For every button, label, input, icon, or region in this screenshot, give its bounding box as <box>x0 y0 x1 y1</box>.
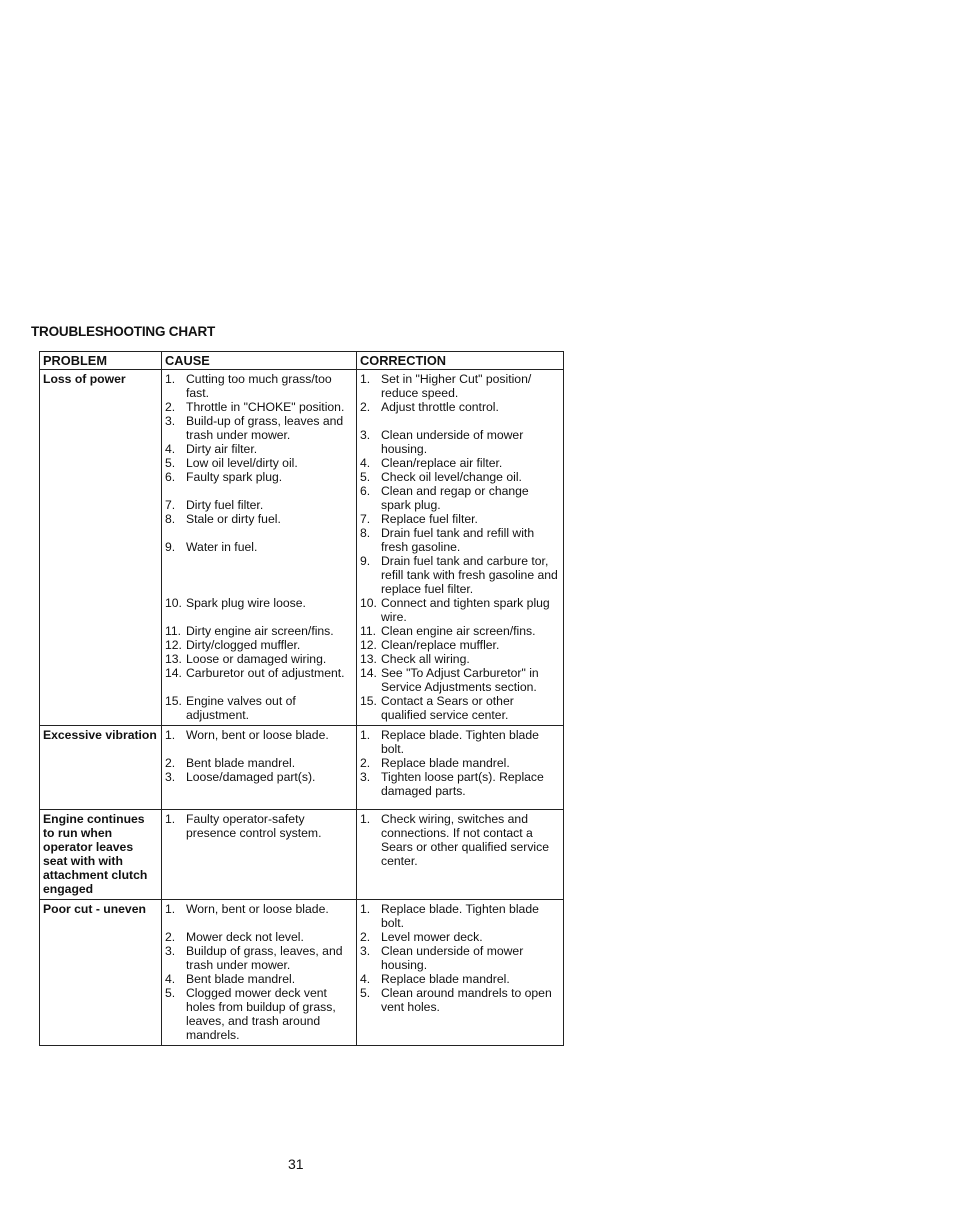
list-item: 9. Water in fuel. <box>165 540 258 554</box>
list-item: 1. Cutting too much grass/too fast. <box>165 372 332 400</box>
table-header-row <box>40 352 564 370</box>
table-row <box>40 900 564 1046</box>
list-item: 2. Mower deck not level. <box>165 930 304 944</box>
list-item: 1. Faulty operator-safety presence control system. <box>165 812 322 840</box>
list-item: 7. Dirty fuel filter. <box>165 498 264 512</box>
list-item: 2. Replace blade mandrel. <box>360 756 510 770</box>
list-item: 13. Loose or damaged wiring. <box>165 652 327 666</box>
list-item: 2. Bent blade mandrel. <box>165 756 296 770</box>
troubleshooting-table <box>39 351 564 1046</box>
list-item: 9. Drain fuel tank and carbure tor, refill tank with fresh gasoline and replace fuel filter. <box>360 554 558 596</box>
problem-cell: Engine continues to run when operator leaves seat with with attachment clutch engaged <box>40 810 162 900</box>
list-item: 6. Faulty spark plug. <box>165 470 283 484</box>
list-item: 4. Replace blade mandrel. <box>360 972 510 986</box>
page-number: 31 <box>288 1156 304 1172</box>
list-item: 5. Low oil level/dirty oil. <box>165 456 298 470</box>
list-item: 2. Adjust throttle control. <box>360 400 499 414</box>
list-item: 1. Check wiring, switches and connections. If not contact a Sears or other qualified service center. <box>360 812 550 868</box>
correction-cell <box>357 370 564 726</box>
list-item: 4. Dirty air filter. <box>165 442 258 456</box>
list-item: 5. Clean around mandrels to open vent holes. <box>360 986 552 1014</box>
cause-header: CAUSE <box>162 352 357 370</box>
list-item: 3. Build-up of grass, leaves and trash under mower. <box>165 414 344 442</box>
list-item: 3. Buildup of grass, leaves, and trash under mower. <box>165 944 343 972</box>
table-row <box>40 810 564 900</box>
list-item: 2. Level mower deck. <box>360 930 483 944</box>
cause-cell <box>162 900 357 1046</box>
list-item: 14. See "To Adjust Carburetor" in Service Adjustments section. <box>360 666 539 694</box>
list-item: 4. Clean/replace air filter. <box>360 456 503 470</box>
list-item: 4. Bent blade mandrel. <box>165 972 296 986</box>
correction-header: CORRECTION <box>357 352 564 370</box>
list-item: 1. Worn, bent or loose blade. <box>165 902 329 916</box>
cause-cell <box>162 726 357 810</box>
list-item: 5. Clogged mower deck vent holes from buildup of grass, leaves, and trash around mandrels. <box>165 986 336 1042</box>
chart-title: TROUBLESHOOTING CHART <box>31 324 216 339</box>
correction-cell <box>357 810 564 900</box>
list-item: 1. Worn, bent or loose blade. <box>165 728 329 742</box>
problem-header: PROBLEM <box>40 352 162 370</box>
table-row <box>40 370 564 726</box>
list-item: 10. Spark plug wire loose. <box>165 596 306 610</box>
table-row <box>40 726 564 810</box>
list-item: 2. Throttle in "CHOKE" position. <box>165 400 345 414</box>
list-item: 8. Stale or dirty fuel. <box>165 512 281 526</box>
problem-cell: Excessive vibration <box>40 726 162 810</box>
list-item: 11. Dirty engine air screen/fins. <box>165 624 334 638</box>
list-item: 12. Clean/replace muffler. <box>360 638 500 652</box>
list-item: 12. Dirty/clogged muffler. <box>165 638 301 652</box>
correction-cell <box>357 726 564 810</box>
cause-cell <box>162 810 357 900</box>
list-item: 3. Clean underside of mower housing. <box>360 428 524 456</box>
list-item: 3. Tighten loose part(s). Replace damaged parts. <box>360 770 544 798</box>
list-item: 3. Clean underside of mower housing. <box>360 944 524 972</box>
list-item: 14. Carburetor out of adjustment. <box>165 666 345 680</box>
cause-cell <box>162 370 357 726</box>
list-item: 3. Loose/damaged part(s). <box>165 770 316 784</box>
list-item: 10. Connect and tighten spark plug wire. <box>360 596 550 624</box>
list-item: 15. Engine valves out of adjustment. <box>165 694 296 722</box>
list-item: 1. Replace blade. Tighten blade bolt. <box>360 902 539 930</box>
list-item: 7. Replace fuel filter. <box>360 512 478 526</box>
list-item: 6. Clean and regap or change spark plug. <box>360 484 529 512</box>
list-item: 11. Clean engine air screen/fins. <box>360 624 536 638</box>
correction-cell <box>357 900 564 1046</box>
list-item: 13. Check all wiring. <box>360 652 470 666</box>
list-item: 1. Set in "Higher Cut" position/ reduce speed. <box>360 372 532 400</box>
problem-cell: Poor cut - uneven <box>40 900 162 1046</box>
list-item: 5. Check oil level/change oil. <box>360 470 522 484</box>
problem-cell: Loss of power <box>40 370 162 726</box>
list-item: 1. Replace blade. Tighten blade bolt. <box>360 728 539 756</box>
list-item: 8. Drain fuel tank and refill with fresh gasoline. <box>360 526 535 554</box>
list-item: 15. Contact a Sears or other qualified service center. <box>360 694 514 722</box>
